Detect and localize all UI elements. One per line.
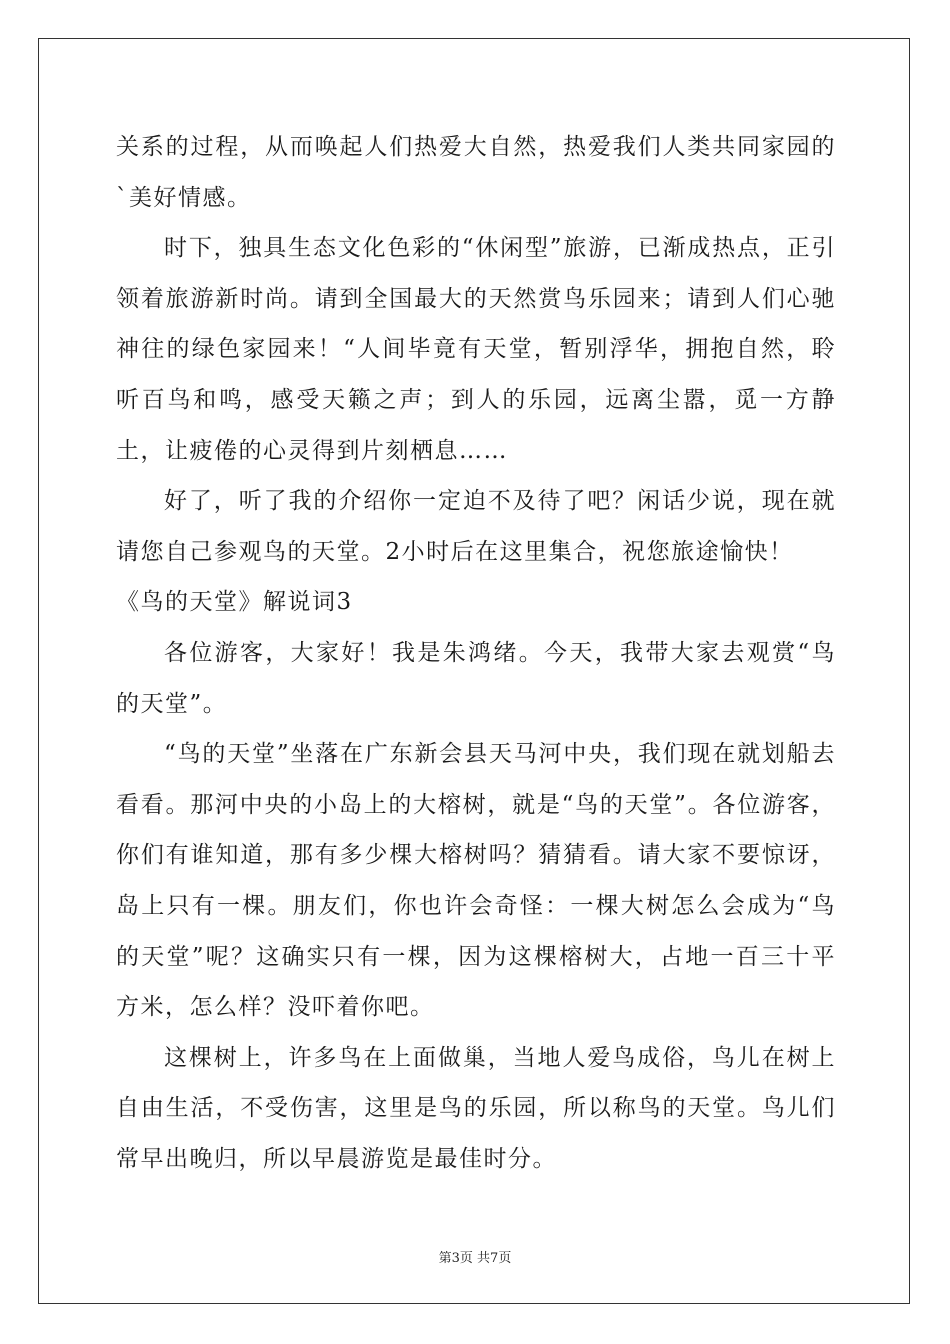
section-heading: 《鸟的天堂》解说词3 xyxy=(116,589,353,616)
paragraph: 时下，独具生态文化色彩的“休闲型”旅游，已渐成热点，正引领着旅游新时尚。请到全国最大的天然赏鸟乐园来；请到人们心驰神往的绿色家园来！“人间毕竟有天堂，暂别浮华，拥抱自然，聆听百鸟和鸣，感受天籁之声；到人的乐园，远离尘嚣，觅一方静土，让疲倦的心灵得到片刻栖息…… xyxy=(116,235,836,464)
paragraph: 这棵树上，许多鸟在上面做巢，当地人爱鸟成俗，鸟儿在树上自由生活，不受伤害，这里是鸟的乐园，所以称鸟的天堂。鸟儿们常早出晚归，所以早晨游览是最佳时分。 xyxy=(116,1044,836,1172)
paragraph: 各位游客，大家好！我是朱鸿绪。今天，我带大家去观赏“鸟的天堂”。 xyxy=(116,639,836,717)
paragraph: “鸟的天堂”坐落在广东新会县天马河中央，我们现在就划船去看看。那河中央的小岛上的大榕树，就是“鸟的天堂”。各位游客，你们有谁知道，那有多少棵大榕树吗？猜猜看。请大家不要惊讶，岛上只有一棵。朋友们，你也许会奇怪：一棵大树怎么会成为“鸟的天堂”呢？这确实只有一棵，因为这棵榕树大，占地一百三十平方米，怎么样？没吓着你吧。 xyxy=(116,741,836,1021)
page-number-footer: 第3页 共7页 xyxy=(438,1251,512,1266)
paragraph: 好了，听了我的介绍你一定迫不及待了吧？闲话少说，现在就请您自己参观鸟的天堂。2小时后在这里集合，祝您旅途愉快！ xyxy=(116,488,836,565)
paragraph: 关系的过程，从而唤起人们热爱大自然，热爱我们人类共同家园的`美好情感。 xyxy=(116,134,836,211)
document-body xyxy=(116,122,836,1184)
